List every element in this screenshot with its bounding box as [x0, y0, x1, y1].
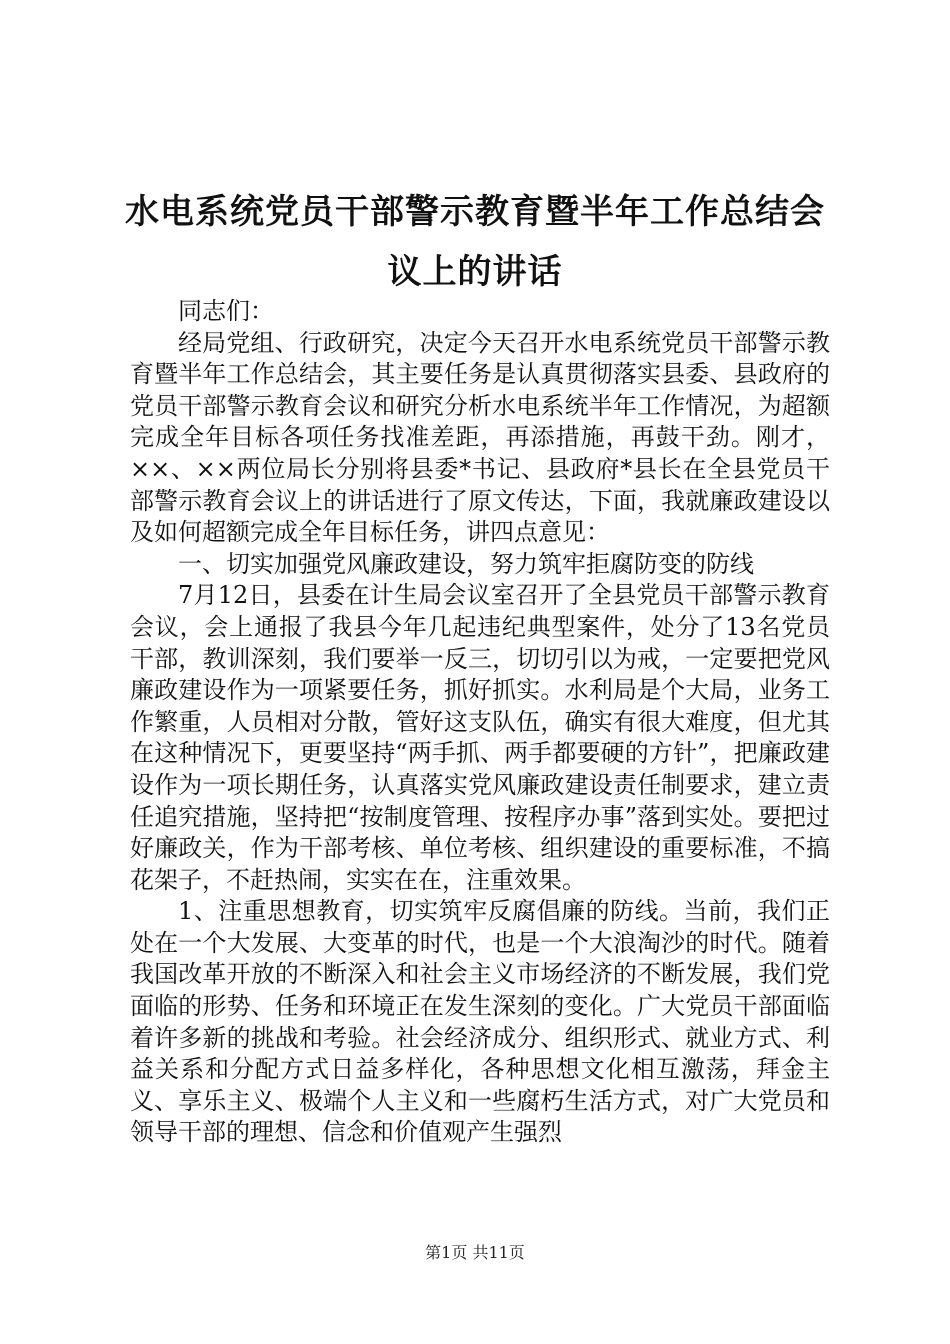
page-footer: 第1页 共11页: [425, 1243, 525, 1262]
body-paragraph: 7月12日，县委在计生局会议室召开了全县党员干部警示教育会议，会上通报了我县今年几起违纪典型案件，处分了13名党员干部，教训深刻，我们要举一反三，切切引以为戒，一定要把党风廉政建设作为一项紧要任务，抓好抓实。水利局是个大局，业务工作繁重，人员相对分散，管好这支队伍，确实有很大难度，但尤其在这种情况下，更要坚持“两手抓、两手都要硬的方针”，把廉政建设作为一项长期任务，认真落实党风廉政建设责任制要求，建立责任追究措施，坚持把“按制度管理、按程序办事”落到实处。要把过好廉政关，作为干部考核、单位考核、组织建设的重要标准，不搞花架子，不赶热闹，实实在在，注重效果。: [130, 581, 830, 894]
document-title: 水电系统党员干部警示教育暨半年工作总结会议上的讲话: [125, 192, 825, 292]
body-paragraph: 1、注重思想教育，切实筑牢反腐倡廉的防线。当前，我们正处在一个大发展、大变革的时代，也是一个大浪淘沙的时代。随着我国改革开放的不断深入和社会主义市场经济的不断发展，我们党面临的形势、任务和环境正在发生深刻的变化。广大党员干部面临着许多新的挑战和考验。社会经济成分、组织形式、就业方式、利益关系和分配方式日益多样化，各种思想文化相互激荡，拜金主义、享乐主义、极端个人主义和一些腐朽生活方式，对广大党员和领导干部的理想、信念和价值观产生强烈: [130, 897, 830, 1147]
document-body: [130, 296, 830, 1149]
section-heading-1: 一、切实加强党风廉政建设，努力筑牢拒腐防变的防线: [178, 549, 754, 578]
intro-paragraph: 经局党组、行政研究，决定今天召开水电系统党员干部警示教育暨半年工作总结会，其主要任务是认真贯彻落实县委、县政府的党员干部警示教育会议和研究分析水电系统半年工作情况，为超额完成全年目标各项任务找准差距，再添措施，再鼓干劲。刚才，××、××两位局长分别将县委*书记、县政府*县长在全县党员干部警示教育会议上的讲话进行了原文传达，下面，我就廉政建设以及如何超额完成全年目标任务，讲四点意见：: [130, 328, 830, 547]
salutation-paragraph: 同志们：: [178, 297, 274, 325]
